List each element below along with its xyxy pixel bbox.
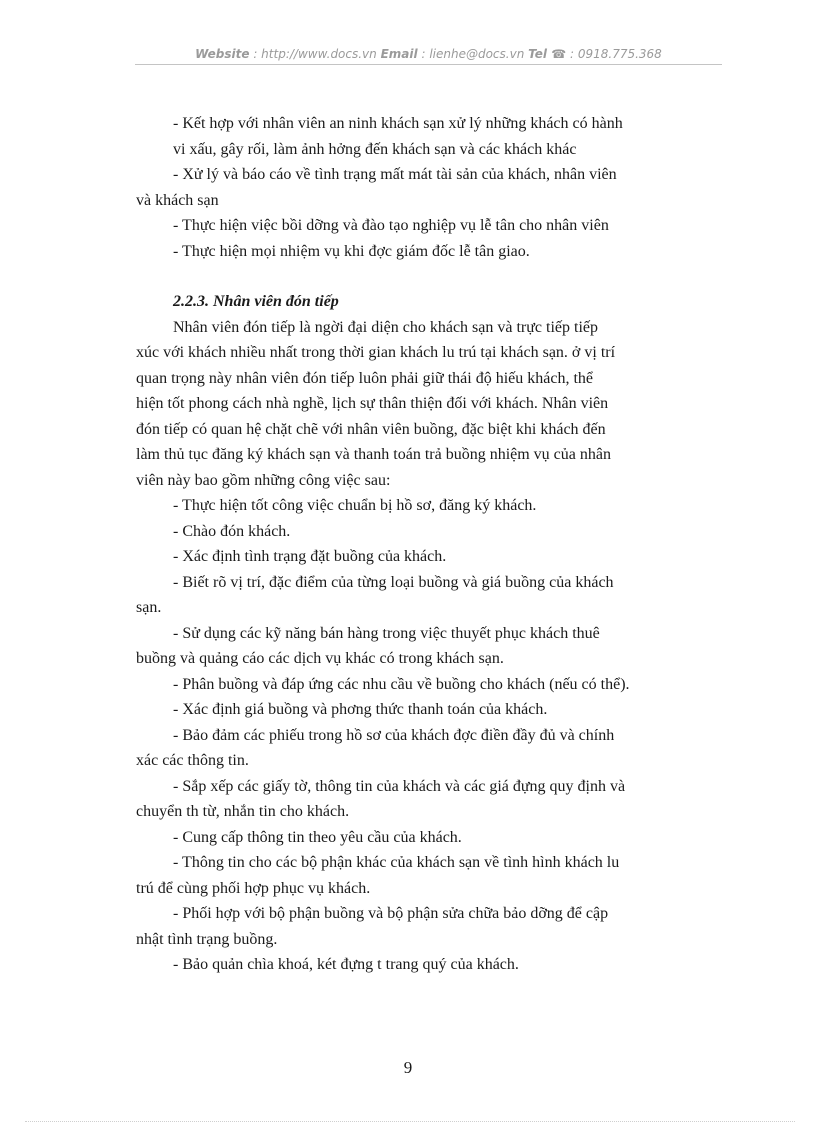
website-label: Website (195, 47, 250, 61)
paragraph-line: hiện tốt phong cách nhà nghề, lịch sự thân thiện đối với khách. Nhân viên (136, 395, 609, 412)
list-item: buồng và quảng cáo các dịch vụ khác có trong khách sạn. (136, 650, 504, 667)
list-item: - Xác định giá buồng và phơng thức thanh toán của khách. (173, 701, 548, 718)
email-label: Email (380, 47, 418, 61)
section-heading: 2.2.3. Nhân viên đón tiếp (173, 293, 339, 310)
list-item: - Thực hiện tốt công việc chuẩn bị hồ sơ, đăng ký khách. (173, 497, 537, 514)
list-item: - Biết rõ vị trí, đặc điểm của từng loại buồng và giá buồng của khách (173, 574, 614, 591)
body-line: vi xấu, gây rối, làm ảnh hởng đến khách sạn và các khách khác (173, 141, 577, 158)
page-number: 9 (403, 1058, 413, 1077)
paragraph-line: quan trọng này nhân viên đón tiếp luôn phải giữ thái độ hiếu khách, thể (136, 370, 594, 387)
list-item: - Phân buồng và đáp ứng các nhu cầu về buồng cho khách (nếu có thể). (173, 676, 630, 693)
paragraph-line: Nhân viên đón tiếp là ngời đại diện cho khách sạn và trực tiếp tiếp (173, 319, 599, 336)
list-item: - Chào đón khách. (173, 523, 291, 540)
list-item: - Sử dụng các kỹ năng bán hàng trong việc thuyết phục khách thuê (173, 625, 600, 642)
list-item: - Bảo đảm các phiếu trong hồ sơ của khách đợc điền đầy đủ và chính (173, 727, 615, 744)
paragraph-line: viên này bao gồm những công việc sau: (136, 472, 391, 489)
list-item: - Xác định tình trạng đặt buồng của khách. (173, 548, 447, 565)
list-item: xác các thông tin. (136, 752, 249, 769)
body-line: và khách sạn (136, 192, 219, 209)
list-item: sạn. (136, 599, 162, 616)
list-item: - Bảo quản chìa khoá, két đựng t trang quý của khách. (173, 956, 519, 973)
website-value: : http://www.docs.vn (253, 47, 377, 61)
list-item: trú để cùng phối hợp phục vụ khách. (136, 880, 371, 897)
body-line: - Thực hiện việc bồi dỡng và đào tạo nghiệp vụ lễ tân cho nhân viên (173, 217, 609, 234)
body-line: - Kết hợp với nhân viên an ninh khách sạn xử lý những khách có hành (173, 115, 623, 132)
paragraph-line: làm thủ tục đăng ký khách sạn và thanh toán trả buồng nhiệm vụ của nhân (136, 446, 611, 463)
paragraph-line: xúc với khách nhiều nhất trong thời gian khách lu trú tại khách sạn. ở vị trí (136, 344, 616, 361)
body-line: - Xử lý và báo cáo về tình trạng mất mát tài sản của khách, nhân viên (173, 166, 617, 183)
list-item: - Thông tin cho các bộ phận khác của khách sạn về tình hình khách lu (173, 854, 620, 871)
list-item: chuyển th từ, nhắn tin cho khách. (136, 803, 350, 820)
list-item: nhật tình trạng buồng. (136, 931, 278, 948)
tel-value: : 0918.775.368 (569, 47, 662, 61)
footer-divider (25, 1121, 795, 1122)
list-item: - Phối hợp với bộ phận buồng và bộ phận sửa chữa bảo dỡng để cập (173, 905, 609, 922)
header-divider (135, 64, 722, 65)
list-item: - Cung cấp thông tin theo yêu cầu của khách. (173, 829, 462, 846)
paragraph-line: đón tiếp có quan hệ chặt chẽ với nhân viên buồng, đặc biệt khi khách đến (136, 421, 606, 438)
page-header (135, 47, 722, 61)
tel-label: Tel ☎ (528, 47, 567, 61)
email-value: : lienhe@docs.vn (421, 47, 525, 61)
body-line: - Thực hiện mọi nhiệm vụ khi đợc giám đốc lễ tân giao. (173, 243, 530, 260)
list-item: - Sắp xếp các giấy tờ, thông tin của khách và các giá đựng quy định và (173, 778, 626, 795)
